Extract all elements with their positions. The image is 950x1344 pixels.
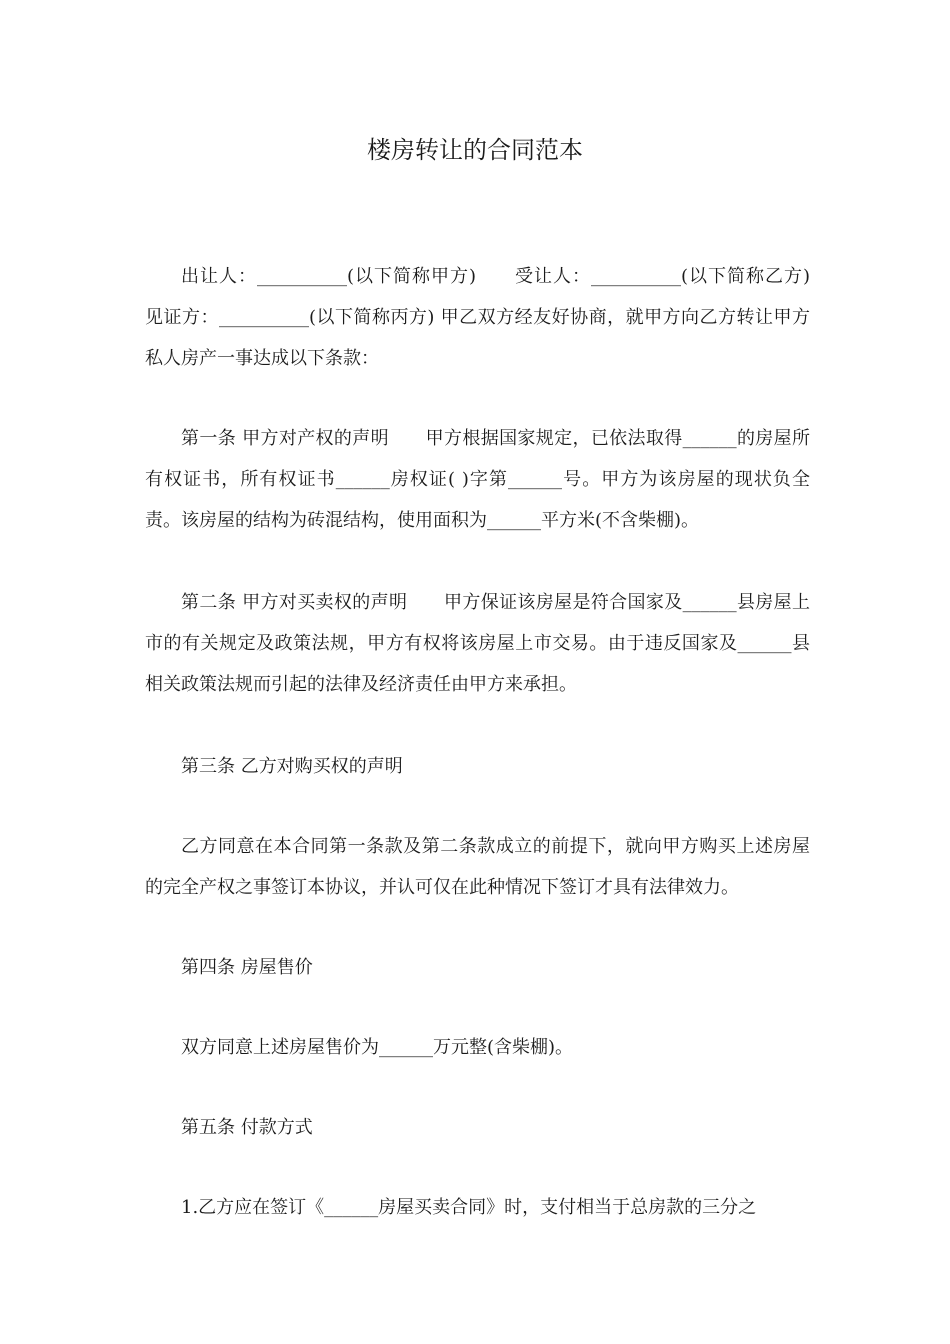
document-title: 楼房转让的合同范本 bbox=[367, 136, 583, 164]
article-2-paragraph: 第二条 甲方对买卖权的声明 甲方保证该房屋是符合国家及______县房屋上市的有关规定及政策法规，甲方有权将该房屋上市交易。由于违反国家及______县相关政策法规而引起的法律及经济责任由甲方来承担。 bbox=[145, 592, 810, 695]
article-4-heading: 第四条 房屋售价 bbox=[181, 957, 313, 978]
article-1-paragraph: 第一条 甲方对产权的声明 甲方根据国家规定，已依法取得______的房屋所有权证书，所有权证书______房权证( )字第______号。甲方为该房屋的现状负全责。该房屋的结构为砖混结构，使用面积为______平方米(不含柴棚)。 bbox=[145, 428, 810, 531]
article-3-heading: 第三条 乙方对购买权的声明 bbox=[181, 756, 403, 777]
article-5-item-1: 1.乙方应在签订《______房屋买卖合同》时，支付相当于总房款的三分之 bbox=[181, 1197, 757, 1218]
article-4-paragraph: 双方同意上述房屋售价为______万元整(含柴棚)。 bbox=[181, 1037, 574, 1058]
article-5-heading: 第五条 付款方式 bbox=[181, 1117, 313, 1138]
article-3-paragraph: 乙方同意在本合同第一条款及第二条款成立的前提下，就向甲方购买上述房屋的完全产权之事签订本协议，并认可仅在此种情况下签订才具有法律效力。 bbox=[145, 836, 810, 898]
parties-paragraph: 出让人：__________(以下简称甲方) 受让人：__________(以下简称乙方) 见证方：__________(以下简称丙方) 甲乙双方经友好协商，就甲方向乙方转让甲方私人房产一事达成以下条款： bbox=[145, 266, 846, 369]
